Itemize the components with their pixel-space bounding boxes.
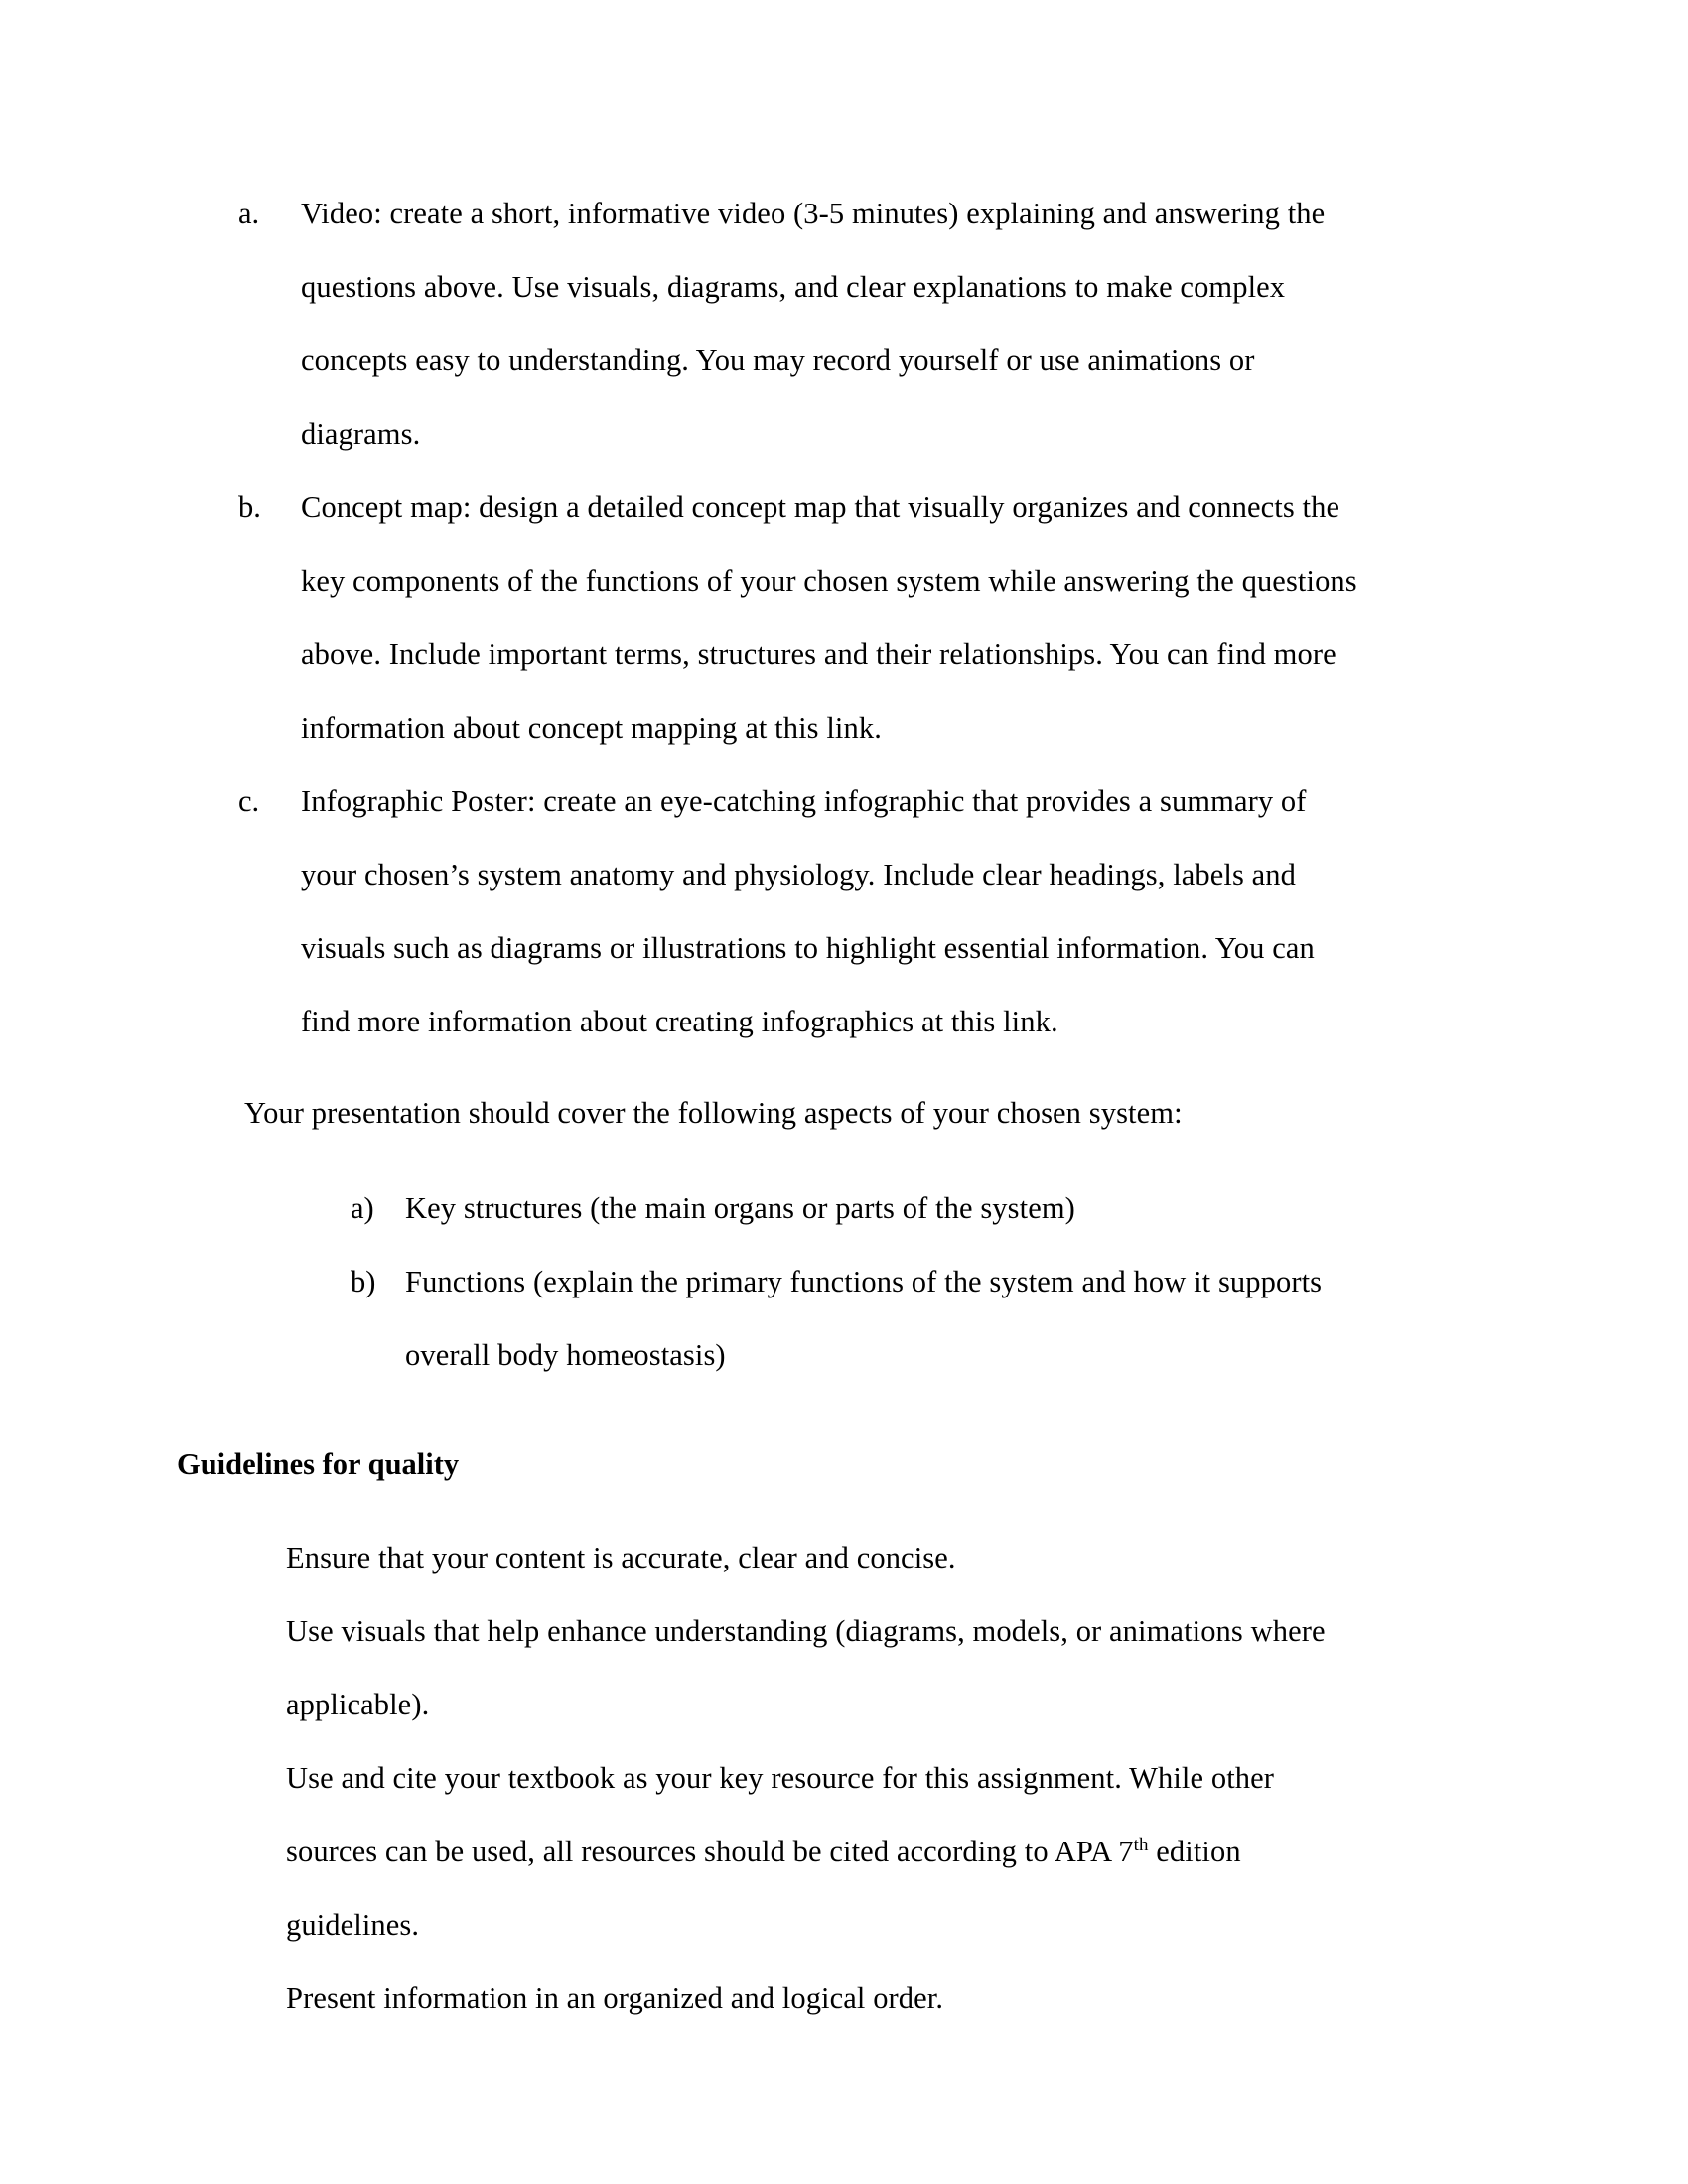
guideline-line: Use visuals that help enhance understanding (diagrams, models, or animations where applicable).	[286, 1614, 1326, 1721]
guideline-text-after-ordinal: edition guidelines.	[286, 1835, 1241, 1942]
intro-paragraph: Your presentation should cover the following aspects of your chosen system:	[244, 1096, 1183, 1130]
guidelines-block	[286, 1521, 1368, 2035]
list-item-text: Video: create a short, informative video (3-5 minutes) explaining and answering the questions above. Use visuals, diagrams, and clear explanations to make complex concepts easy to understanding. You may record yourself or use animations or diagrams.	[301, 197, 1326, 451]
list-item-text: Key structures (the main organs or parts of the system)	[405, 1191, 1075, 1225]
list-marker: b.	[238, 490, 261, 524]
guideline-line: Ensure that your content is accurate, clear and concise.	[286, 1541, 956, 1574]
ordinal-suffix: th	[1133, 1834, 1149, 1855]
list-marker: c.	[238, 784, 260, 818]
list-item	[238, 471, 1369, 764]
spacer	[177, 1501, 1519, 1521]
guideline-text-before-ordinal: Use and cite your textbook as your key resource for this assignment. While other sources can be used, all resources should be cited according to APA 7	[286, 1761, 1275, 1868]
list-marker: a.	[238, 197, 260, 230]
list-item-text: Functions (explain the primary functions of the system and how it supports overall body homeostasis)	[405, 1265, 1323, 1372]
spacer	[177, 1150, 1519, 1171]
list-marker: a)	[351, 1191, 374, 1225]
aspects-list	[177, 1171, 1519, 1392]
spacer	[177, 1058, 1519, 1076]
section-heading-guidelines: Guidelines for quality	[177, 1447, 460, 1481]
list-item-text: Concept map: design a detailed concept map that visually organizes and connects the key components of the functions of your chosen system while answering the questions above. Include important terms, structures and their relationships. You can find more information about concept mapping at this link.	[301, 490, 1357, 745]
deliverable-list	[177, 177, 1519, 1058]
list-item	[238, 177, 1369, 471]
guideline-line: Present information in an organized and logical order.	[286, 1981, 944, 2015]
list-item	[238, 764, 1369, 1058]
list-item	[351, 1171, 1398, 1245]
spacer	[177, 1392, 1519, 1428]
list-marker: b)	[351, 1265, 376, 1298]
guideline-line-apa	[286, 1741, 1368, 1962]
list-item	[351, 1245, 1398, 1392]
list-item-text: Infographic Poster: create an eye-catching infographic that provides a summary of your chosen’s system anatomy and physiology. Include clear headings, labels and visuals such as diagrams or illustrations to highlight essential information. You can find more information about creating infographics at this link.	[301, 784, 1315, 1038]
